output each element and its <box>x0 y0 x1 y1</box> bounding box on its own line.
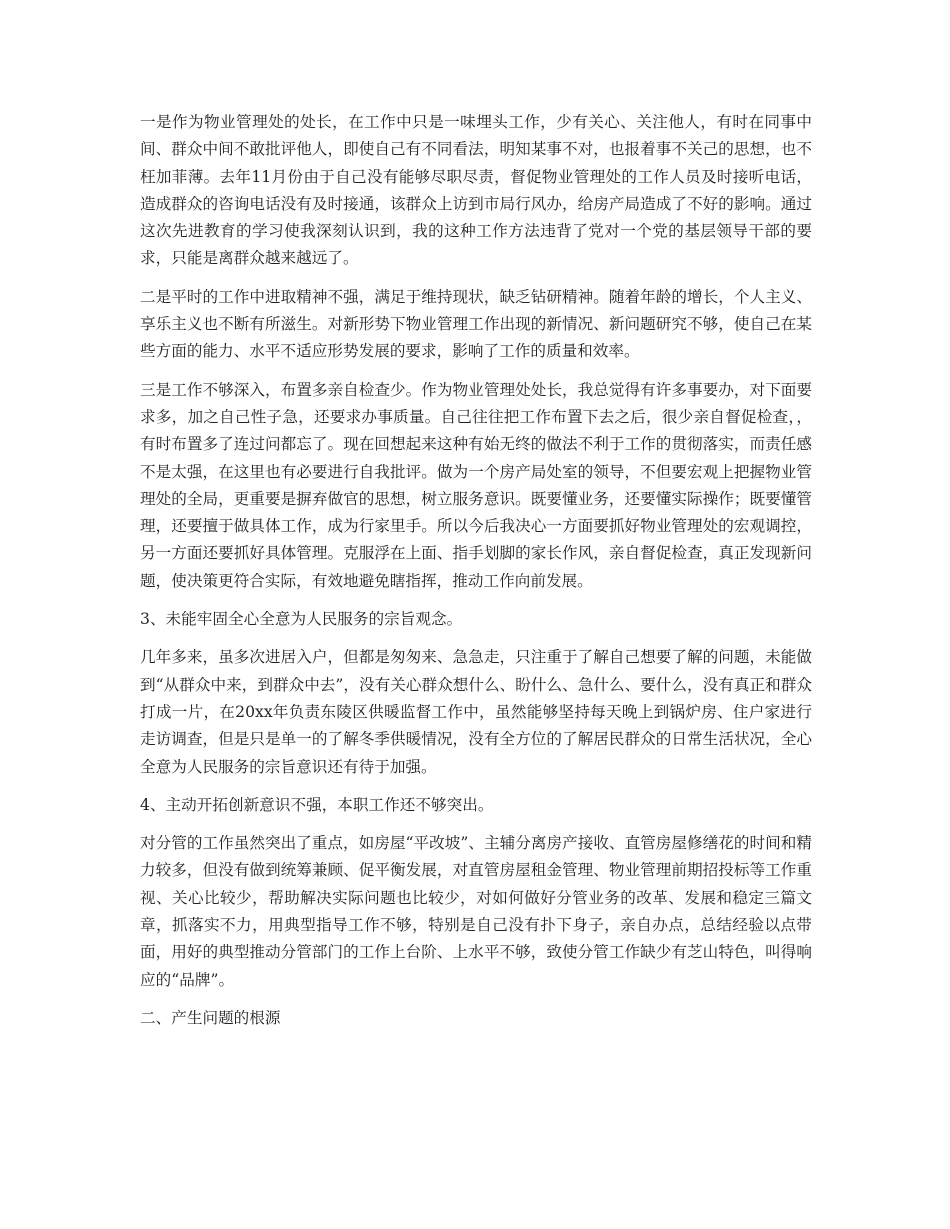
heading-item-4: 4、主动开拓创新意识不强，本职工作还不够突出。 <box>140 795 494 814</box>
paragraph-innovation: 对分管的工作虽然突出了重点，如房屋“平改坡”、主辅分离房产接收、直管房屋修缮花的时间和精力较多，但没有做到统筹兼顾、促平衡发展，对直管房屋租金管理、物业管理前期招投标等工作重视、关心比较少，帮助解决实际问题也比较少，对如何做好分管业务的改革、发展和稳定三篇文章，抓落实不力，用典型指导工作不够，特别是自己没有扑下身子，亲自办点，总结经验以点带面，用好的典型推动分管部门的工作上台阶、上水平不够，致使分管工作缺少有芝山特色，叫得响应的“品牌”。 <box>140 834 812 989</box>
section-heading-root-causes: 二、产生问题的根源 <box>140 1008 281 1027</box>
paragraph-second-issue: 二是平时的工作中进取精神不强，满足于维持现状，缺乏钻研精神。随着年龄的增长，个人主义、享乐主义也不断有所滋生。对新形势下物业管理工作出现的新情况、新问题研究不够，使自己在某些方面的能力、水平不适应形势发展的要求，影响了工作的质量和效率。 <box>140 287 812 361</box>
document-page <box>140 109 812 1043</box>
paragraph-service-concept: 几年多来，虽多次进居入户，但都是匆匆来、急急走，只注重于了解自己想要了解的问题，未能做到“从群众中来，到群众中去”，没有关心群众想什么、盼什么、急什么、要什么，没有真正和群众打成一片，在20xx年负责东陵区供暖监督工作中，虽然能够坚持每天晚上到锅炉房、住户家进行走访调查，但是只是单一的了解冬季供暖情况，没有全方位的了解居民群众的日常生活状况，全心全意为人民服务的宗旨意识还有待于加强。 <box>140 648 812 776</box>
paragraph-third-issue: 三是工作不够深入，布置多亲自检查少。作为物业管理处处长，我总觉得有许多事要办，对下面要求多，加之自己性子急，还要求办事质量。自己往往把工作布置下去之后，很少亲自督促检查，，有时布置多了连过问都忘了。现在回想起来这种有始无终的做法不利于工作的贯彻落实，而责任感不是太强，在这里也有必要进行自我批评。做为一个房产局处室的领导，不但要宏观上把握物业管理处的全局，更重要是摒弃做官的思想，树立服务意识。既要懂业务，还要懂实际操作；既要懂管理，还要擅于做具体工作，成为行家里手。所以今后我决心一方面要抓好物业管理处的宏观调控，另一方面还要抓好具体管理。克服浮在上面、指手划脚的家长作风，亲自督促检查，真正发现新问题，使决策更符合实际，有效地避免瞎指挥，推动工作向前发展。 <box>140 380 812 590</box>
heading-item-3: 3、未能牢固全心全意为人民服务的宗旨观念。 <box>140 610 463 629</box>
paragraph-first-issue: 一是作为物业管理处的处长，在工作中只是一味埋头工作，少有关心、关注他人，有时在同事中间、群众中间不敢批评他人，即使自己有不同看法，明知某事不对，也报着事不关己的思想，也不枉加菲薄。去年11月份由于自己没有能够尽职尽责，督促物业管理处的工作人员及时接听电话，造成群众的咨询电话没有及时接通，该群众上访到市局行风办，给房产局造成了不好的影响。通过这次先进教育的学习使我深刻认识到，我的这种工作方法违背了党对一个党的基层领导干部的要求，只能是离群众越来越远了。 <box>140 113 812 268</box>
